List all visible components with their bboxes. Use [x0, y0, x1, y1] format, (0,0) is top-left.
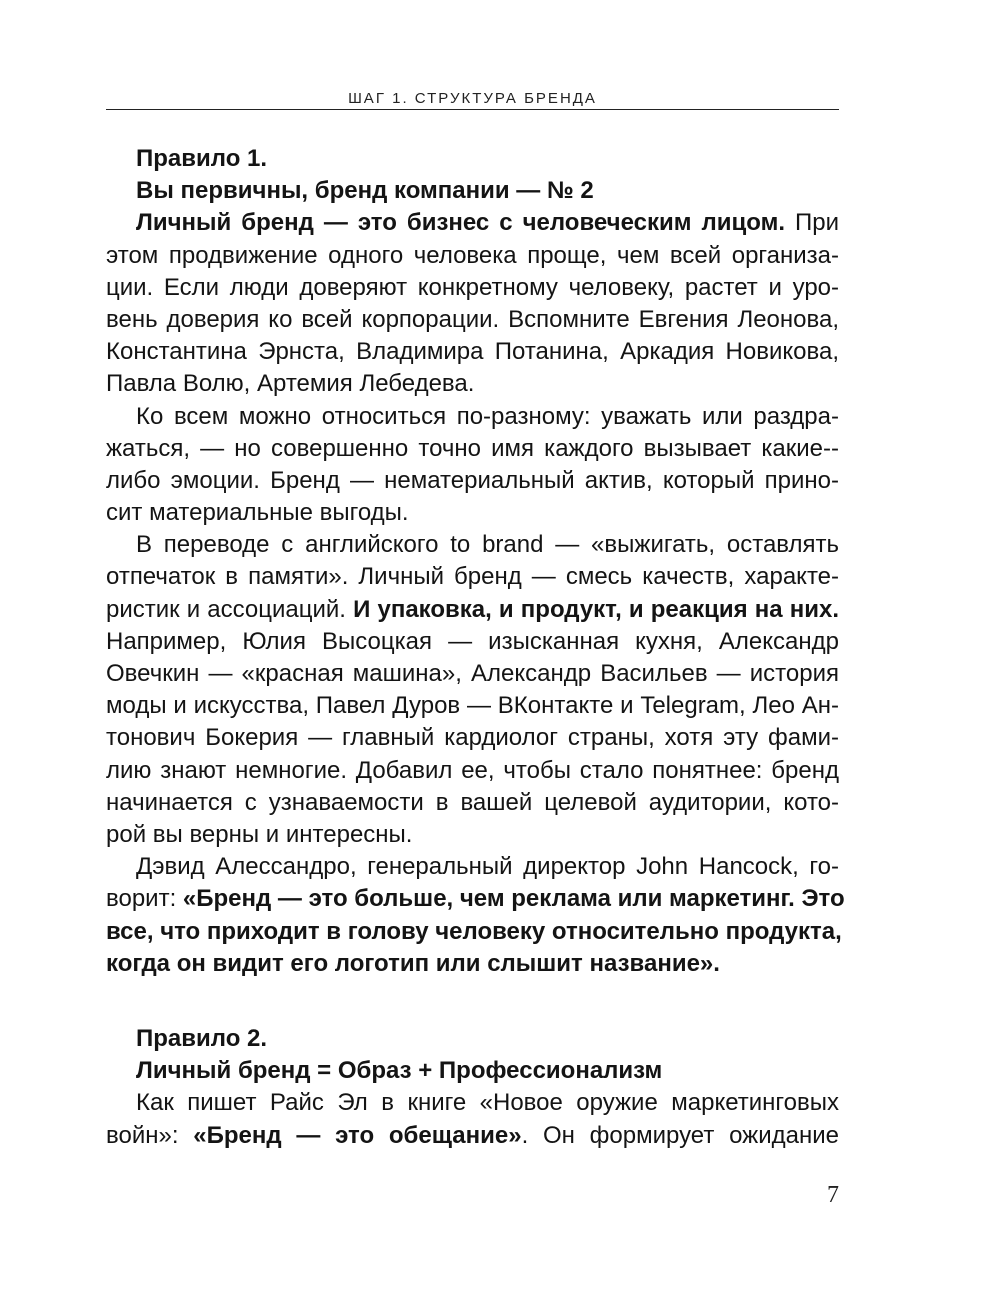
page-number: 7 — [827, 1182, 839, 1208]
bold-text: Личный бренд — это бизнес с человеческим лицом. — [136, 209, 785, 237]
running-header: ШАГ 1. СТРУКТУРА БРЕНДА — [348, 90, 597, 107]
paragraph-line: тонович Бокерия — главный кардиолог страны, хотя эту фами- — [106, 724, 839, 752]
paragraph-line: вень доверия ко всей корпорации. Вспомните Евгения Леонова, — [106, 305, 839, 333]
text: ристик и ассоциаций. — [106, 595, 354, 623]
paragraph-line — [106, 1120, 839, 1152]
header-rule — [106, 109, 839, 110]
paragraph-line: лию знают немногие. Добавил ее, чтобы стало понятнее: бренд — [106, 756, 839, 784]
rule-1-title: Вы первичны, бренд компании — № 2 — [136, 177, 594, 205]
paragraph-line: В переводе с английского to brand — «выжигать, оставлять — [136, 531, 839, 559]
paragraph-line: Например, Юлия Высоцкая — изысканная кухня, Александр — [106, 627, 839, 655]
paragraph-line: ции. Если люди доверяют конкретному человеку, растет и уро- — [106, 273, 839, 301]
paragraph-line: сит материальные выгоды. — [106, 499, 409, 527]
paragraph-line: жаться, — но совершенно точно имя каждого вызывает какие-- — [106, 434, 839, 462]
bold-text: И упаковка, и продукт, и реакция на них. — [353, 595, 839, 623]
paragraph-line: Дэвид Алессандро, генеральный директор John Hancock, го- — [136, 853, 839, 881]
paragraph-line: этом продвижение одного человека проще, чем всей организа- — [106, 241, 839, 269]
paragraph-line: Константина Эрнста, Владимира Потанина, Аркадия Новикова, — [106, 338, 839, 366]
text: При — [785, 209, 840, 237]
paragraph-line: все, что приходит в голову человеку относительно продукта, — [106, 917, 842, 945]
paragraph-line: когда он видит его логотип или слышит название». — [106, 949, 720, 977]
paragraph-line: Павла Волю, Артемия Лебедева. — [106, 370, 475, 398]
rule-2-title: Личный бренд = Образ + Профессионализм — [136, 1057, 663, 1085]
rule-1-label: Правило 1. — [136, 145, 268, 172]
rule-2-label: Правило 2. — [136, 1025, 268, 1052]
paragraph-line: начинается с узнаваемости в вашей целевой аудитории, кото- — [106, 788, 839, 816]
paragraph-line: Овечкин — «красная машина», Александр Васильев — история — [106, 660, 839, 687]
text: ворит: — [106, 885, 183, 913]
text: войн»: — [106, 1121, 194, 1149]
paragraph-line: отпечаток в памяти». Личный бренд — смесь качеств, характе- — [106, 563, 839, 591]
paragraph-line: либо эмоции. Бренд — нематериальный актив, который прино- — [106, 466, 839, 494]
paragraph-line: рой вы верны и интересны. — [106, 820, 413, 848]
rule-2-section — [106, 1023, 839, 1152]
paragraph-line: Ко всем можно относиться по-разному: уважать или раздра- — [136, 402, 839, 430]
paragraph-line — [106, 207, 839, 239]
bold-text: «Бренд — это обещание» — [193, 1121, 522, 1149]
paragraph-line — [106, 594, 839, 626]
paragraph-line: Как пишет Райс Эл в книге «Новое оружие маркетинговых — [136, 1089, 839, 1117]
rule-1-section — [106, 143, 845, 980]
bold-text: «Бренд — это больше, чем реклама или маркетинг. Это — [182, 885, 845, 913]
paragraph-line: моды и искусства, Павел Дуров — ВКонтакте и Telegram, Лео Ан- — [106, 692, 839, 720]
text: . Он формирует ожидание — [521, 1121, 840, 1149]
paragraph-line — [106, 883, 845, 915]
